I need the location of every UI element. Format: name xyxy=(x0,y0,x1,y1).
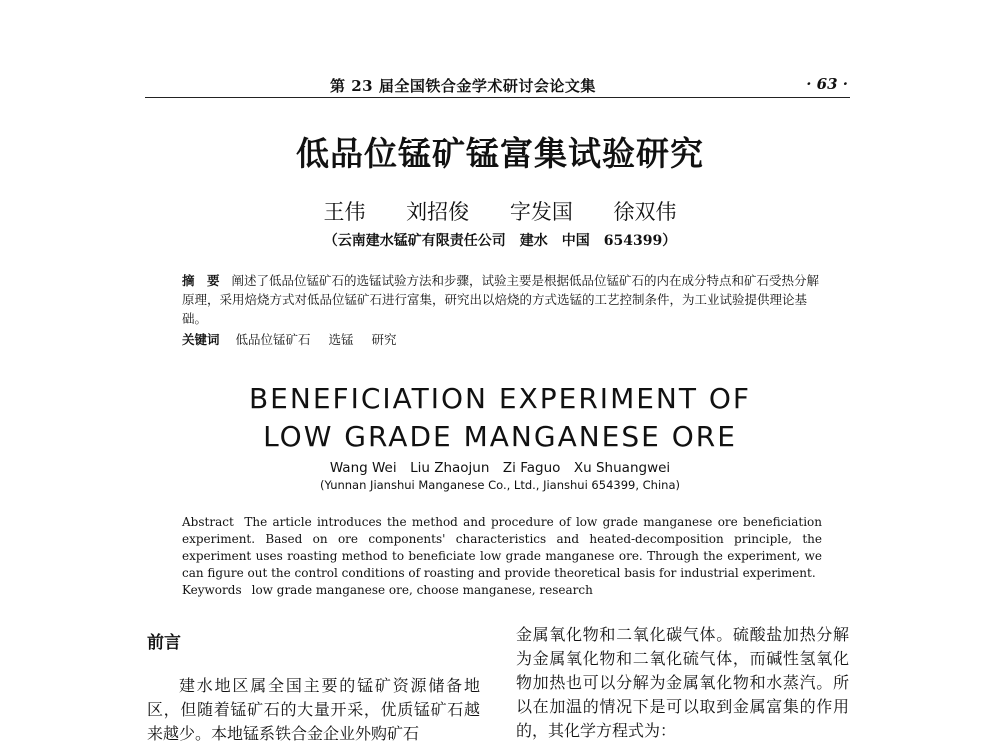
body-column-left xyxy=(147,674,480,746)
section-heading: 前言 xyxy=(147,633,181,653)
abstract-chinese xyxy=(182,271,822,328)
abstract-label: Abstract xyxy=(182,515,234,529)
paper-title-chinese: 低品位锰矿锰富集试验研究 xyxy=(296,134,704,173)
author-name: 徐双伟 xyxy=(613,200,677,224)
keywords-chinese xyxy=(182,330,822,349)
author-name: 字发国 xyxy=(509,200,573,224)
running-header xyxy=(145,73,850,98)
abstract-english xyxy=(182,514,822,582)
abstract-text: The article introduces the method and procedure of low grade manganese ore beneficiation experiment. Based on ore components' characteristics and heated-decomposition principle, the experiment uses roasting method to beneficiate low grade manganese ore. Through the experiment, we can figure out the control conditions of roasting and provide theoretical basis for industrial experiment. xyxy=(182,515,822,580)
author-name: 王伟 xyxy=(323,200,366,224)
title-line: LOW GRADE MANGANESE ORE xyxy=(263,420,737,453)
paragraph: 金属氧化物和二氧化碳气体。硫酸盐加热分解为金属氧化物和二氧化硫气体，而碱性氢氧化物加热也可以分解为金属氧化物和水蒸汽。所以在加温的情况下是可以取到金属富集的作用的，其化学方程式为： xyxy=(516,625,849,740)
author-name: 刘招俊 xyxy=(406,200,470,224)
author-list-english: Wang Wei Liu Zhaojun Zi Faguo Xu Shuangwei xyxy=(329,460,671,476)
body-column-right xyxy=(516,623,849,743)
abstract-text: 阐述了低品位锰矿石的选锰试验方法和步骤，试验主要是根据低品位锰矿石的内在成分特点和矿石受热分解原理，采用焙烧方式对低品位锰矿石进行富集，研究出以焙烧的方式选锰的工艺控制条件，为工业试验提供理论基础。 xyxy=(182,273,820,326)
abstract-label: 摘 要 xyxy=(182,273,220,288)
keyword: 选锰 xyxy=(328,332,354,347)
affiliation-english: (Yunnan Jianshui Manganese Co., Ltd., Jianshui 654399, China) xyxy=(320,478,680,492)
keyword: 研究 xyxy=(371,332,397,347)
keywords-english xyxy=(182,582,822,599)
paper-title-english xyxy=(0,380,1000,456)
page-number: · 63 · xyxy=(806,75,848,93)
affiliation-chinese: （云南建水锰矿有限责任公司 建水 中国 654399） xyxy=(323,233,677,249)
author-list-chinese xyxy=(0,196,1000,226)
paragraph: 建水地区属全国主要的锰矿资源储备地区，但随着锰矿石的大量开采，优质锰矿石越来越少。本地锰系铁合金企业外购矿石 xyxy=(147,676,480,743)
title-line: BENEFICIATION EXPERIMENT OF xyxy=(248,382,752,415)
keyword: 低品位锰矿石 xyxy=(235,332,311,347)
running-title: 第 23 届全国铁合金学术研讨会论文集 xyxy=(330,77,596,95)
keywords-text: low grade manganese ore, choose manganese, research xyxy=(251,583,593,597)
keywords-label: 关键词 xyxy=(182,332,220,347)
keywords-label: Keywords xyxy=(182,583,242,597)
